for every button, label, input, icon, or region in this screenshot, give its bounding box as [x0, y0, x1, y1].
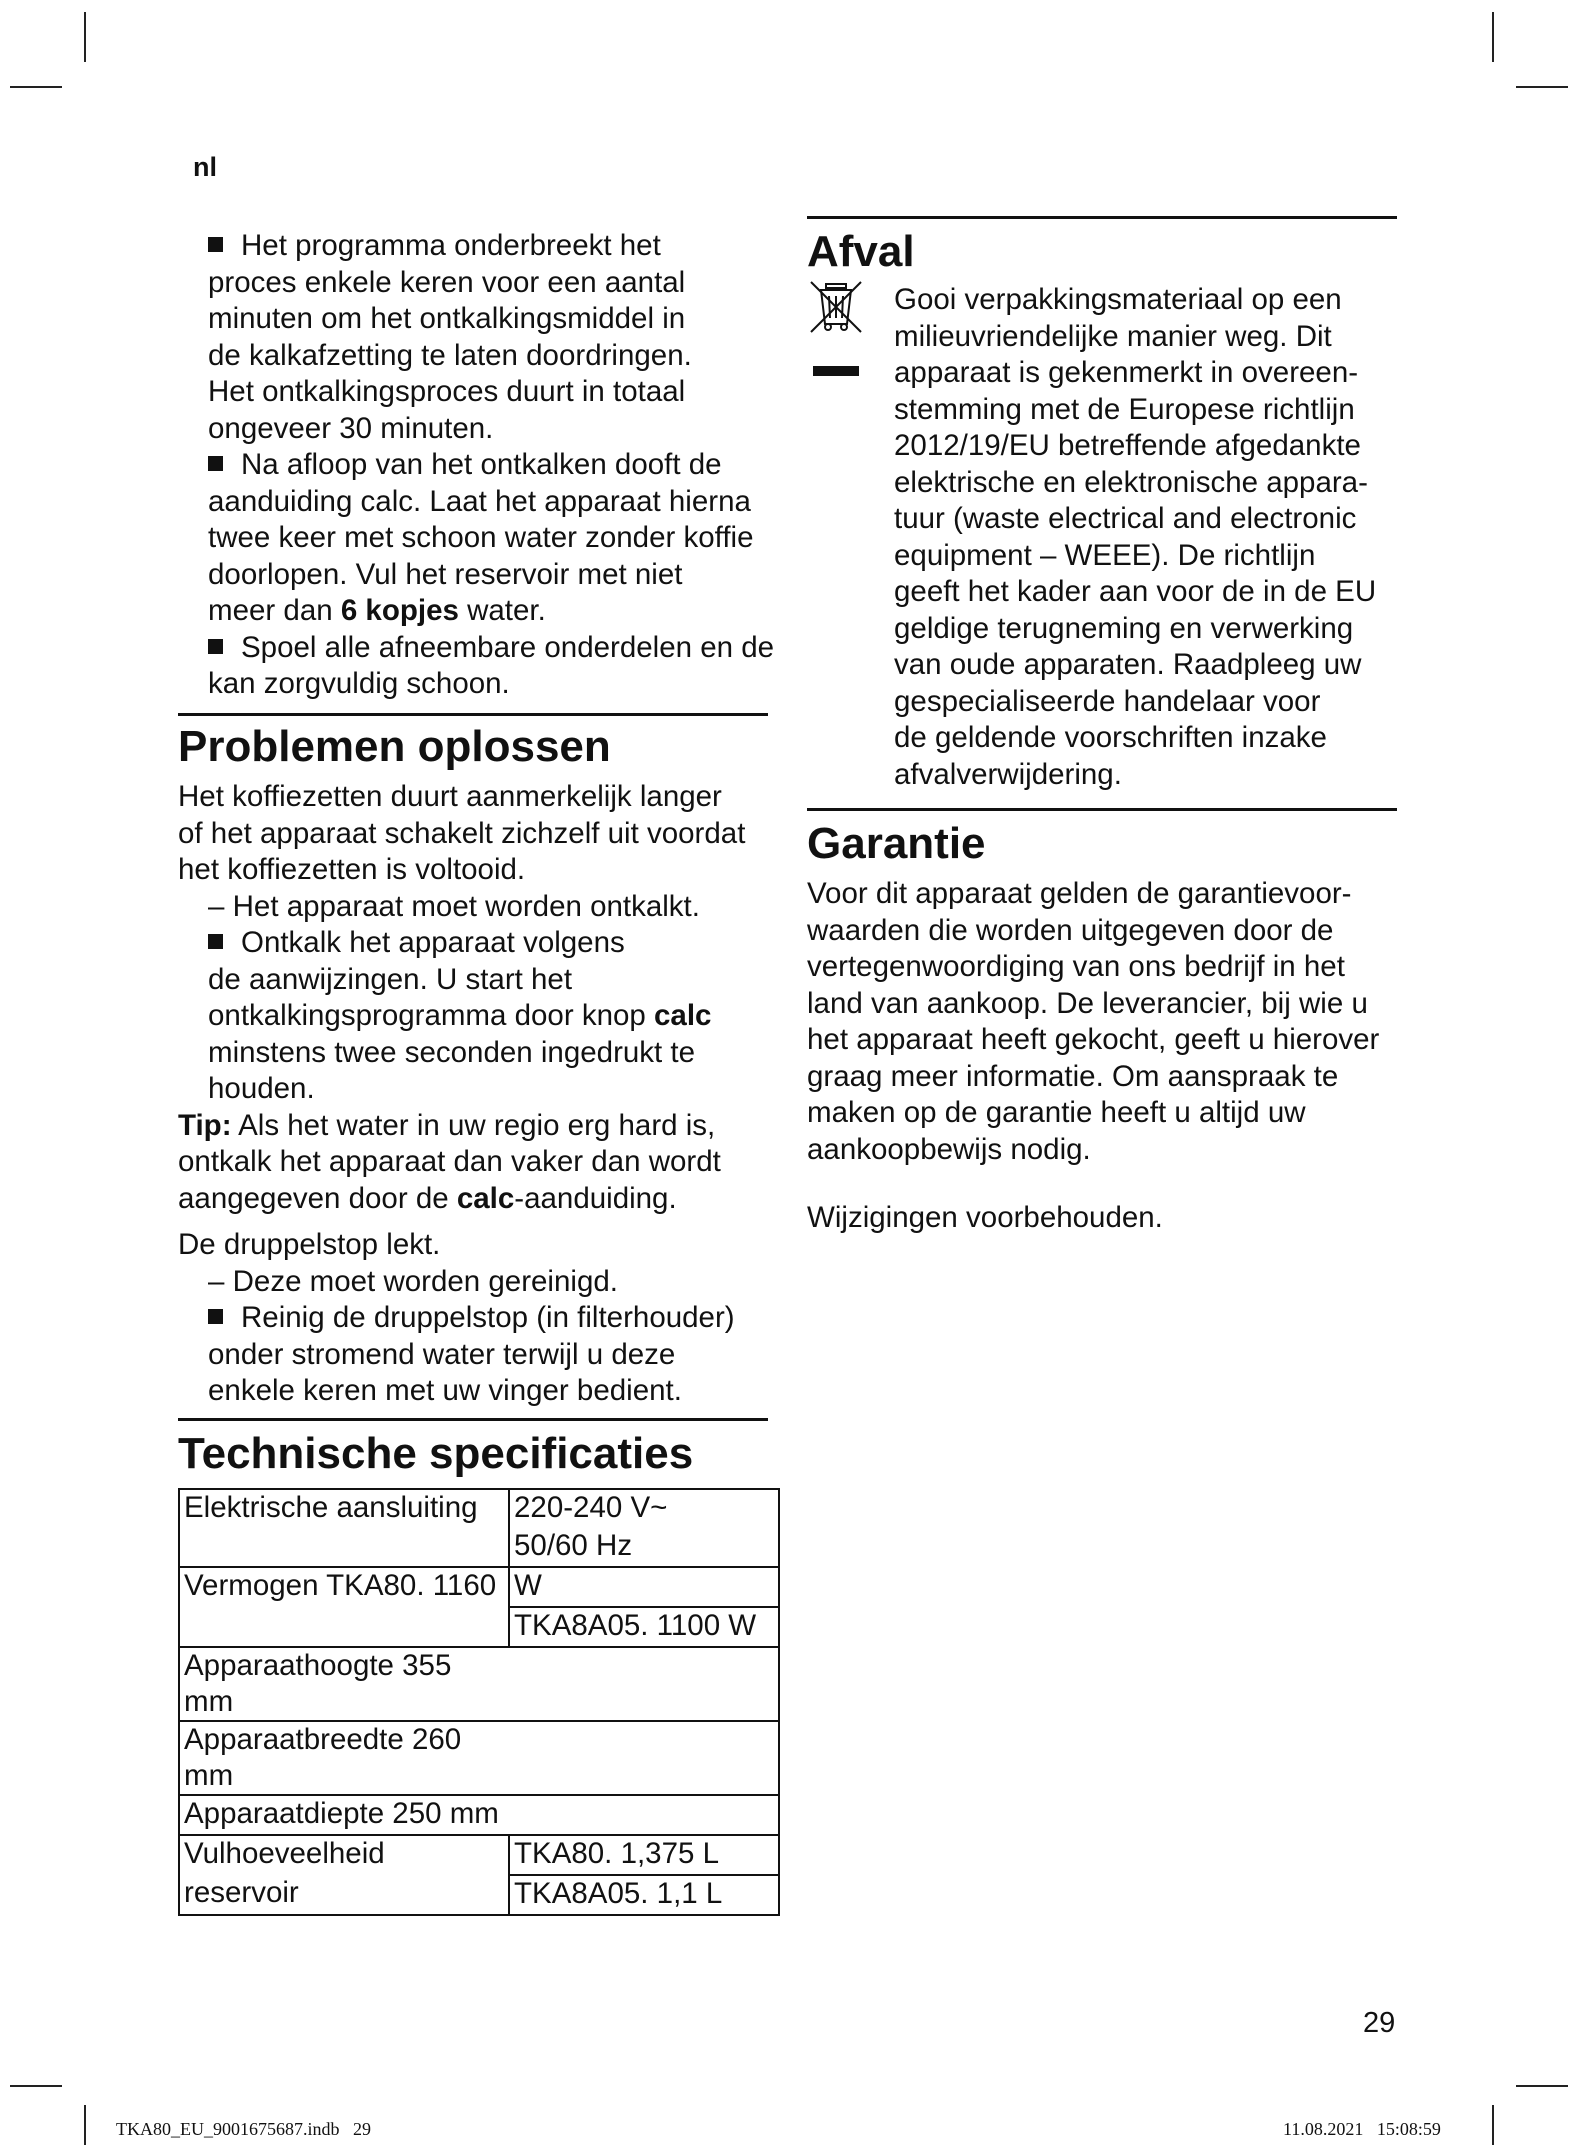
- specs-section: [178, 1428, 798, 1480]
- problems-section: Problemen oplossen Het koffiezetten duurt aanmerkelijk langer of het apparaat schakelt zichzelf uit voordat het koffiezetten is voltooid. – Het apparaat moet worden ontkalkt. Ontkalk het apparaat volgens de aanwijzingen. U start het ontkalkingsprogramma door knop calc minstens twee seconden ingedrukt te houden. Tip: Als het water in uw regio erg hard is, ontkalk het apparaat dan vaker dan wordt aangegeven door de calc-aanduiding. De druppelstop lekt. – Deze moet worden gereinigd. Reinig de druppelstop (in filterhouder) onder stromend water terwijl u deze enkele keren met uw vinger bedient.: [178, 721, 798, 1410]
- table-row: Vulhoeveelheid TKA80. 1,375 L: [179, 1835, 779, 1875]
- spec-table: [178, 1488, 780, 1916]
- crop-mark: [1516, 2085, 1568, 2087]
- changes-note: Wijzigingen voorbehouden.: [807, 1201, 1163, 1234]
- crop-mark: [1516, 86, 1568, 88]
- bullet-square-icon: [208, 934, 223, 949]
- intro-bullet: Na afloop van het ontkalken dooft de aanduiding calc. Laat het apparaat hierna twee keer met schoon water zonder koffie doorlopen. Vul het reservoir met niet meer dan 6 kopjes water.: [208, 448, 754, 627]
- crop-mark: [10, 2085, 62, 2087]
- section-title: Problemen oplossen: [178, 722, 611, 771]
- garantie-section: Garantie Voor dit apparaat gelden de garantievoor- waarden die worden uitgegeven door de vertegenwoordiging van ons bedrijf in het land van aankoop. De leverancier, bij wie u het apparaat heeft gekocht, geeft u hierover graag meer informatie. Om aanspraak te maken op de garantie heeft u altijd uw aankoopbewijs nodig. Wijzigingen voorbehouden.: [807, 818, 1407, 1237]
- crossed-bin-icon: [807, 278, 865, 378]
- afval-section: [807, 226, 1407, 278]
- table-row: Vermogen TKA80. 1160 W: [179, 1567, 779, 1607]
- bullet-square-icon: [208, 639, 223, 654]
- table-row: Elektrische aansluiting 220-240 V~: [179, 1489, 779, 1528]
- crop-mark: [1492, 2105, 1494, 2145]
- section-title: Afval: [807, 227, 915, 276]
- page-number: 29: [1363, 2007, 1396, 2039]
- section-title: Garantie: [807, 819, 986, 868]
- section-rule: [178, 713, 768, 716]
- crop-mark: [1492, 12, 1494, 62]
- intro-bullet: Het programma onderbreekt het proces enkele keren voor een aantal minuten om het ontkalkingsmiddel in de kalkafzetting te laten doordringen. Het ontkalkingsproces duurt in totaal ongeveer 30 minuten.: [208, 229, 692, 445]
- print-timestamp: 11.08.2021 15:08:59: [1283, 2119, 1441, 2139]
- table-row: Apparaathoogte 355 mm: [179, 1647, 779, 1721]
- section-rule: [178, 1418, 768, 1421]
- table-row: Apparaatdiepte 250 mm: [179, 1795, 779, 1835]
- section-rule: [807, 808, 1397, 811]
- bullet-square-icon: [208, 1309, 223, 1324]
- crop-mark: [84, 12, 86, 62]
- crop-mark: [84, 2105, 86, 2145]
- left-column: [178, 228, 798, 703]
- table-row: 50/60 Hz: [179, 1528, 779, 1567]
- bullet-square-icon: [208, 456, 223, 471]
- bullet-square-icon: [208, 237, 223, 252]
- table-row: Apparaatbreedte 260 mm: [179, 1721, 779, 1795]
- section-title: Technische specificaties: [178, 1429, 694, 1478]
- table-row: reservoir TKA8A05. 1,1 L: [179, 1875, 779, 1915]
- file-slug: TKA80_EU_9001675687.indb 29: [116, 2119, 371, 2139]
- intro-bullet: Spoel alle afneembare onderdelen en de kan zorgvuldig schoon.: [208, 630, 775, 700]
- afval-text: Gooi verpakkingsmateriaal op een milieuvriendelijke manier weg. Dit apparaat is gekenmerkt in overeen- stemming met de Europese richtlijn 2012/19/EU betreffende afgedankte elektrische en elektronische appara- tuur (waste electrical and electronic equipment – WEEE). De richtlijn geeft het kader aan voor de in de EU geldige terugneming en verwerking van oude apparaten. Raadpleeg uw gespecialiseerde handelaar voor de geldende voorschriften inzake afvalverwijdering.: [894, 283, 1377, 791]
- section-rule: [807, 216, 1397, 219]
- crop-mark: [10, 86, 62, 88]
- language-code: nl: [193, 152, 217, 182]
- table-row: TKA8A05. 1100 W: [179, 1607, 779, 1647]
